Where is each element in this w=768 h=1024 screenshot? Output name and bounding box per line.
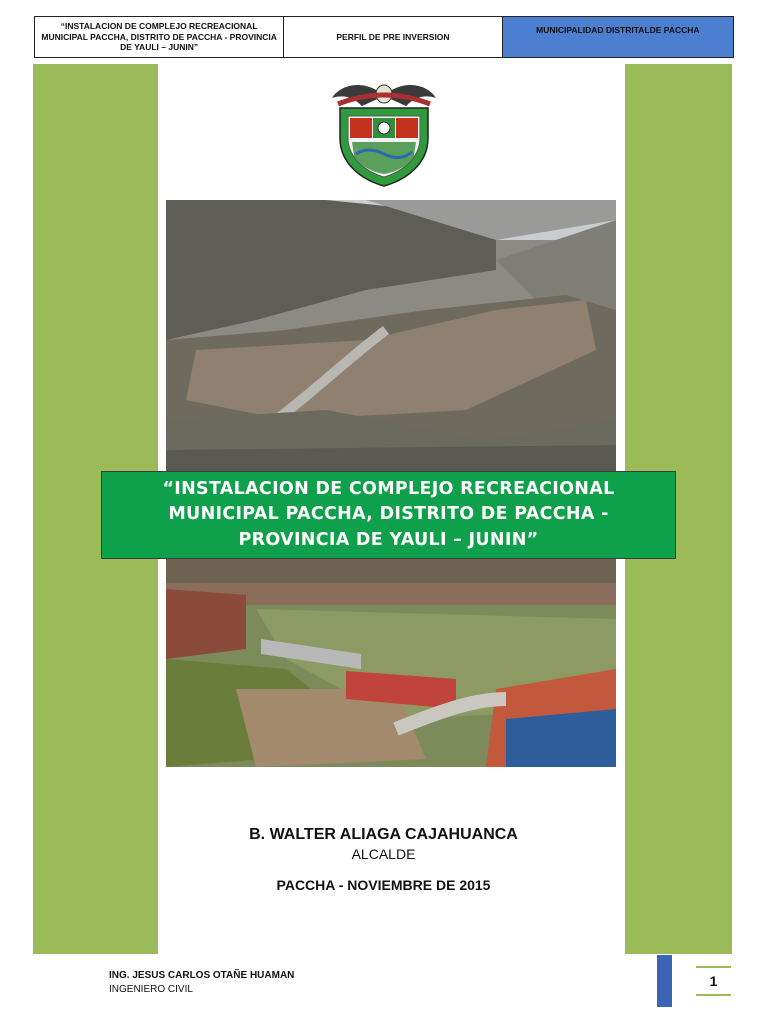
header-institution: MUNICIPALIDAD DISTRITALDE PACCHA bbox=[503, 17, 733, 57]
project-title: “INSTALACION DE COMPLEJO RECREACIONAL MUNICIPAL PACCHA, DISTRITO DE PACCHA - PROVINCIA DE YAULI – JUNIN” bbox=[162, 478, 615, 550]
header-table bbox=[34, 16, 734, 58]
project-title-banner bbox=[101, 471, 676, 559]
engineer-name: ING. JESUS CARLOS OTAÑE HUAMAN bbox=[109, 970, 295, 981]
header-document-type: PERFIL DE PRE INVERSION bbox=[284, 17, 502, 57]
sports-field-photo bbox=[166, 559, 616, 767]
mayor-name: B. WALTER ALIAGA CAJAHUANCA bbox=[249, 826, 518, 843]
engineer-title: INGENIERO CIVIL bbox=[109, 984, 193, 995]
mayor-role: ALCALDE bbox=[351, 846, 416, 862]
page-number: 1 bbox=[696, 966, 731, 996]
header-project-title: “INSTALACION DE COMPLEJO RECREACIONAL MUNICIPAL PACCHA, DISTRITO DE PACCHA - PROVINCIA DE YAULI – JUNIN” bbox=[35, 17, 284, 57]
town-valley-photo bbox=[166, 200, 616, 472]
footer-engineer bbox=[109, 969, 294, 997]
footer-blue-bar bbox=[657, 955, 672, 1007]
place-date: PACCHA - NOVIEMBRE DE 2015 bbox=[276, 877, 491, 893]
municipal-crest-logo bbox=[328, 76, 440, 192]
